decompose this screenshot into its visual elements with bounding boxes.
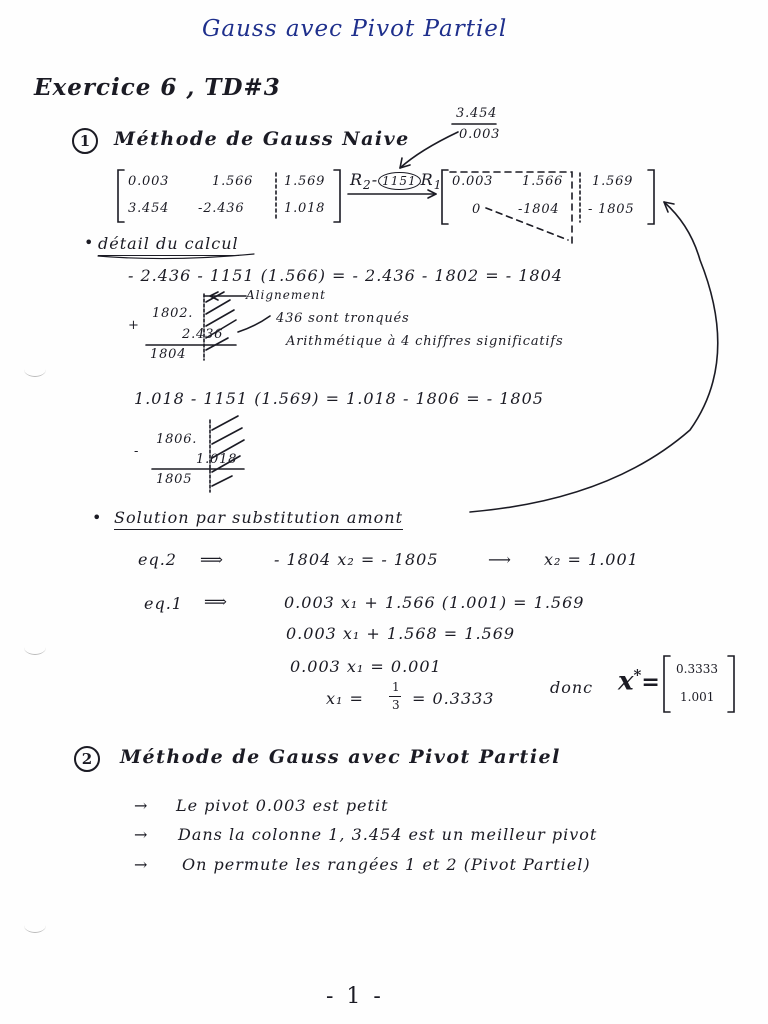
sub-mid: 1.018 bbox=[196, 452, 238, 467]
eq1-line-4-pre: x₁ = bbox=[326, 689, 364, 708]
eq1-line-4-post: = 0.3333 bbox=[412, 689, 495, 708]
eq2-result: x₂ = 1.001 bbox=[544, 550, 639, 569]
section2-number: 2 bbox=[74, 746, 100, 772]
sub-top: 1806. bbox=[156, 432, 198, 447]
add-mid: 2.436 bbox=[182, 327, 224, 342]
matrix-left-r2c1: 3.454 bbox=[128, 201, 170, 216]
factor-fraction-den: 0.003 bbox=[459, 127, 501, 142]
matrix-right-r2c3: - 1805 bbox=[588, 202, 635, 217]
bullet-1: Le pivot 0.003 est petit bbox=[176, 796, 389, 815]
bullet-3: On permute les rangées 1 et 2 (Pivot Partiel) bbox=[182, 855, 591, 874]
eq2-arrow: ⟹ bbox=[200, 550, 224, 569]
eq2-arrow2: ⟶ bbox=[488, 550, 512, 569]
row-operation: $R_2-$ 1151 $R_1$ bbox=[350, 170, 443, 193]
eq2-label: eq.2 bbox=[138, 550, 177, 569]
matrix-left-r2c2: -2.436 bbox=[198, 201, 245, 216]
matrix-right-r1c2: 1.566 bbox=[522, 174, 564, 189]
note-truncated: 436 sont tronqués bbox=[276, 311, 410, 326]
matrix-left-r1c3: 1.569 bbox=[284, 174, 326, 189]
page-title: Gauss avec Pivot Partiel bbox=[202, 16, 508, 42]
frac-num: 1 bbox=[392, 680, 400, 694]
eq1-arrow: ⟹ bbox=[204, 592, 228, 611]
calc-line-2: 1.018 - 1151 (1.569) = 1.018 - 1806 = - 1805 bbox=[134, 389, 544, 408]
detail-bullet: • bbox=[84, 233, 95, 252]
calc-line-1: - 2.436 - 1151 (1.566) = - 2.436 - 1802 = - 1804 bbox=[128, 266, 563, 285]
matrix-left-r2c3: 1.018 bbox=[284, 201, 326, 216]
section1-number: 1 bbox=[72, 128, 98, 154]
xstar-value-2: 1.001 bbox=[680, 690, 715, 704]
exercise-heading: Exercice 6 , TD#3 bbox=[34, 74, 281, 101]
bullet-arrow-3: → bbox=[134, 855, 149, 874]
detail-label: détail du calcul bbox=[98, 234, 239, 256]
eq1-line-1: 0.003 x₁ + 1.566 (1.001) = 1.569 bbox=[284, 593, 585, 612]
eq1-line-2: 0.003 x₁ + 1.568 = 1.569 bbox=[286, 624, 516, 643]
eq1-label: eq.1 bbox=[144, 594, 183, 613]
matrix-right-r1c1: 0.003 bbox=[452, 174, 494, 189]
xstar-symbol: x*= bbox=[618, 666, 660, 697]
sub-minus: - bbox=[134, 444, 140, 459]
solution-bullet: • bbox=[92, 508, 103, 527]
bullet-arrow-2: → bbox=[134, 825, 149, 844]
matrix-right-r1c3: 1.569 bbox=[592, 174, 634, 189]
bullet-arrow-1: → bbox=[134, 796, 149, 815]
section1-heading: Méthode de Gauss Naive bbox=[114, 128, 410, 150]
solution-label: Solution par substitution amont bbox=[114, 508, 403, 530]
matrix-right-r2c1: 0 bbox=[472, 202, 482, 217]
page-number: - 1 - bbox=[326, 984, 384, 1009]
sub-result: 1805 bbox=[156, 472, 193, 487]
matrix-left-r1c2: 1.566 bbox=[212, 174, 254, 189]
note-alignement: Alignement bbox=[246, 288, 326, 302]
add-top: 1802. bbox=[152, 306, 194, 321]
factor-fraction-num: 3.454 bbox=[456, 106, 498, 121]
eq2-expression: - 1804 x₂ = - 1805 bbox=[274, 550, 439, 569]
matrix-left-r1c1: 0.003 bbox=[128, 174, 170, 189]
xstar-value-1: 0.3333 bbox=[676, 662, 718, 676]
frac-den: 3 bbox=[392, 698, 400, 712]
matrix-right-r2c2: -1804 bbox=[518, 202, 560, 217]
bullet-2: Dans la colonne 1, 3.454 est un meilleur pivot bbox=[178, 825, 598, 844]
eq1-line-3: 0.003 x₁ = 0.001 bbox=[290, 657, 442, 676]
add-plus: + bbox=[128, 318, 140, 333]
add-result: 1804 bbox=[150, 347, 187, 362]
note-arithmetic: Arithmétique à 4 chiffres significatifs bbox=[286, 334, 564, 349]
donc-label: donc bbox=[550, 678, 594, 697]
section2-heading: Méthode de Gauss avec Pivot Partiel bbox=[120, 746, 561, 768]
